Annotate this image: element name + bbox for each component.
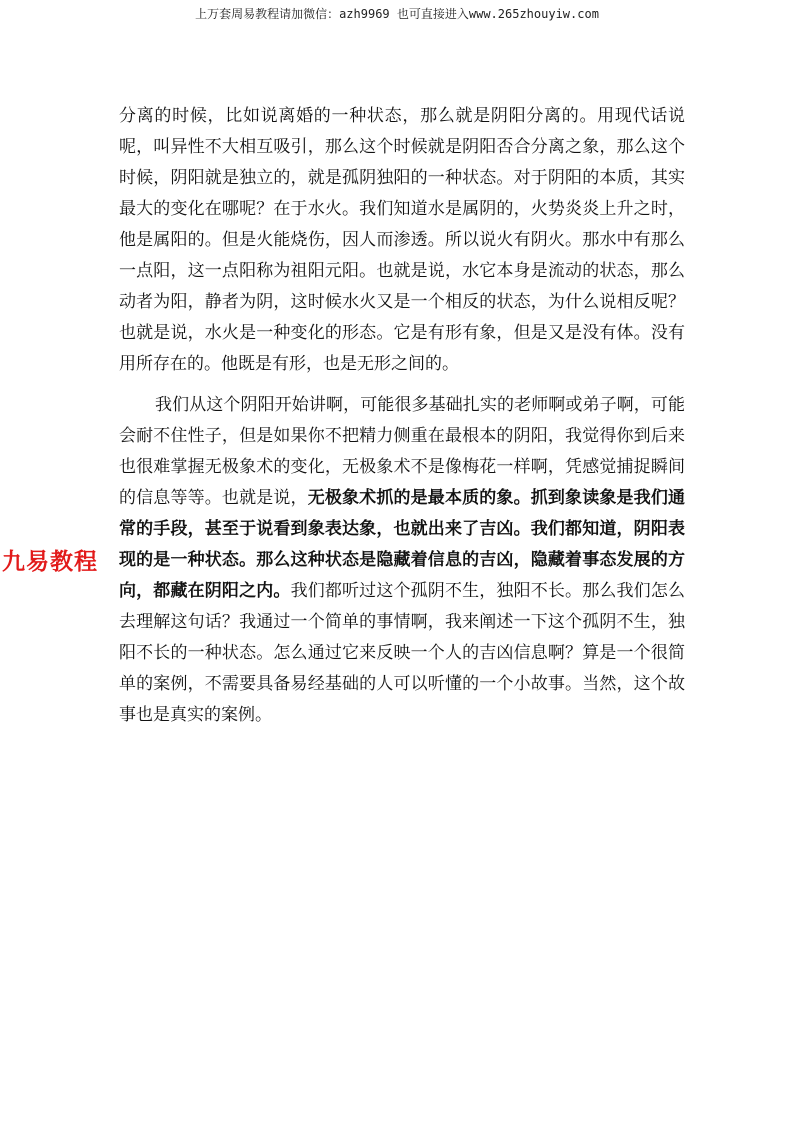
paragraph-2 [119,390,685,731]
header-notice: 上万套周易教程请加微信：azh9969 也可直接进入www.265zhouyiw.com [195,7,599,21]
paragraph-1: 分离的时候，比如说离婚的一种状态，那么就是阴阳分离的。用现代话说呢，叫异性不大相互吸引，那么这个时候就是阴阳否合分离之象，那么这个时候，阴阳就是独立的，就是孤阴独阳的一种状态。对于阴阳的本质，其实最大的变化在哪呢？在于水火。我们知道水是属阴的，火势炎炎上升之时，他是属阳的。但是火能烧伤，因人而渗透。所以说火有阴火。那水中有那么一点阳，这一点阳称为祖阳元阳。也就是说，水它本身是流动的状态，那么动者为阳，静者为阴，这时候水火又是一个相反的状态，为什么说相反呢？也就是说，水火是一种变化的形态。它是有形有象，但是又是没有体。没有用所存在的。他既是有形，也是无形之间的。 [119,106,685,374]
document-body [119,101,685,731]
paragraph-2-rest: 我们都听过这个孤阴不生，独阳不长。那么我们怎么去理解这句话？我通过一个简单的事情啊，我来阐述一下这个孤阴不生，独阳不长的一种状态。怎么通过它来反映一个人的吉凶信息啊？算是一个很简单的案例，不需要具备易经基础的人可以听懂的一个小故事。当然，这个故事也是真实的案例。 [119,581,685,725]
paragraph-2-emphasis: 无极象术抓的是最本质的象。抓到象读象是我们通常的手段，甚至于说看到象表达象，也就出来了吉凶。我们都知道，阴阳表现的是一种状态。那么这种状态是隐藏着信息的吉凶，隐藏着事态发展的方向，都藏在阴阳之内。 [119,488,685,601]
watermark-logo: 九易教程 [2,549,98,575]
paragraph-2-intro: 我们从这个阴阳开始讲啊，可能很多基础扎实的老师啊或弟子啊，可能会耐不住性子，但是如果你不把精力侧重在最根本的阴阳，我觉得你到后来也很难掌握无极象术的变化，无极象术不是像梅花一样啊，凭感觉捕捉瞬间的信息等等。也就是说， [119,395,685,508]
